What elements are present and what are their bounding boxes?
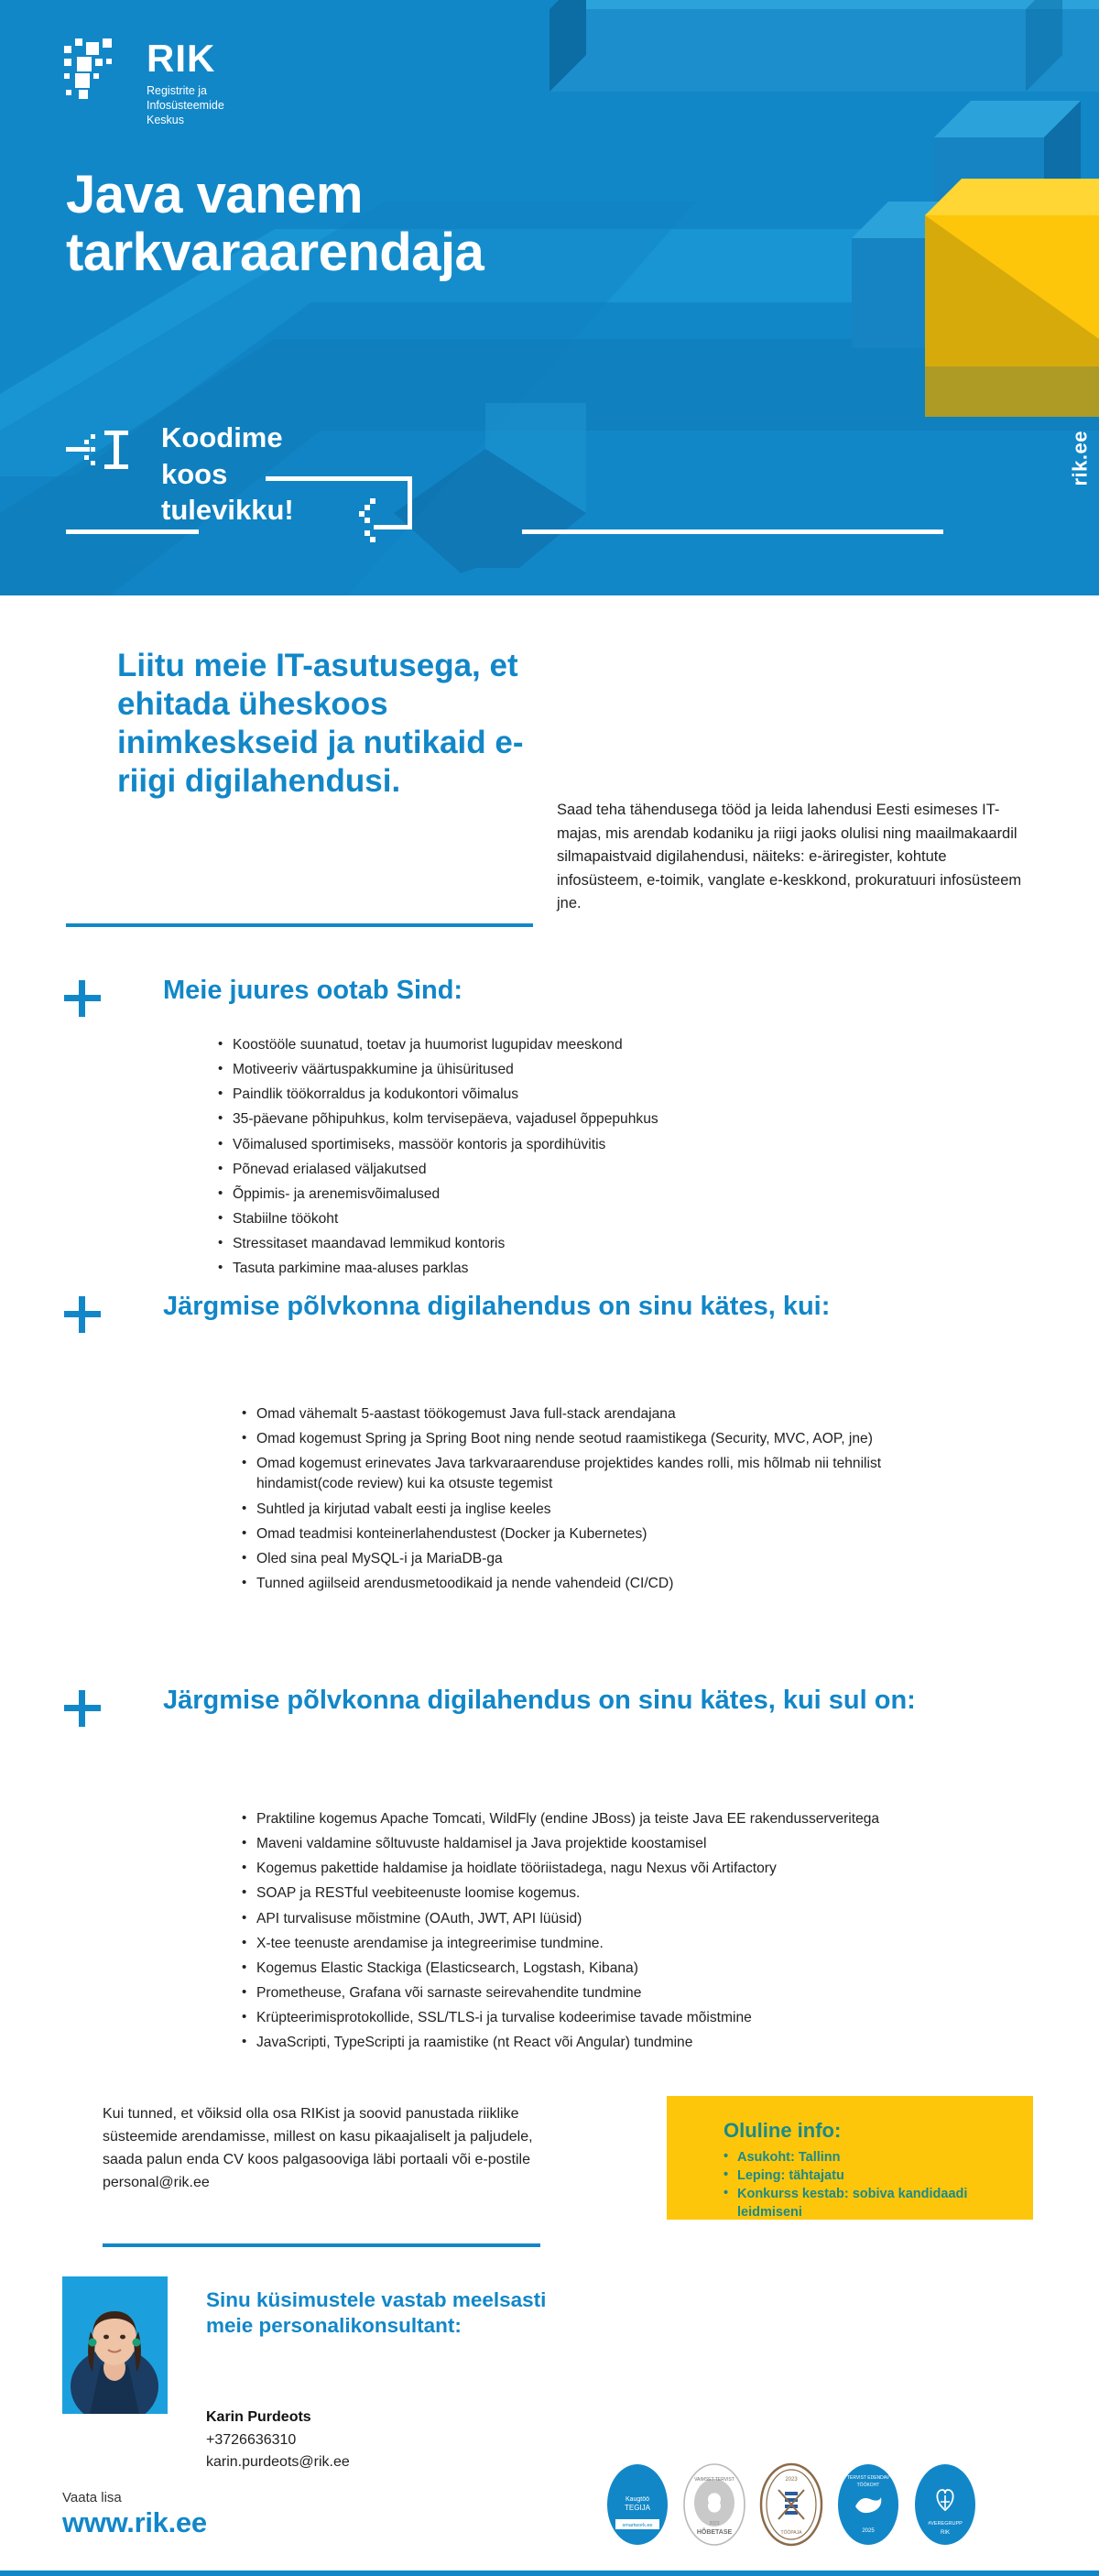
plus-icon bbox=[64, 980, 101, 1017]
svg-text:#VEREGRUPP: #VEREGRUPP bbox=[928, 2521, 963, 2527]
list-item: • Konkurss kestab: sobiva kandidaadi leidmiseni bbox=[724, 2185, 1033, 2221]
arrow-to-bar-icon bbox=[66, 425, 137, 480]
plus-icon bbox=[64, 1296, 101, 1333]
svg-text:2023: 2023 bbox=[785, 2477, 798, 2483]
list-item: • Krüpteerimisprotokollide, SSL/TLS-i ja turvalise kodeerimise tavade mõistmine bbox=[240, 2008, 973, 2028]
list-item: • Põnevad erialased väljakutsed bbox=[216, 1160, 912, 1180]
tagline-block bbox=[66, 420, 294, 529]
list-item: • Stressitaset maandavad lemmikud kontoris bbox=[216, 1234, 912, 1254]
important-info-box bbox=[667, 2096, 1033, 2220]
list-item: • Kogemus pakettide haldamise ja hoidlate tööriistadega, nagu Nexus või Artifactory bbox=[240, 1859, 973, 1879]
list-item: • Omad teadmisi konteinerlahendustest (Docker ja Kubernetes) bbox=[240, 1524, 954, 1545]
intro-divider bbox=[66, 923, 533, 927]
list-item: • Motiveeriv väärtuspakkumine ja ühisüritused bbox=[216, 1060, 912, 1080]
site-url-vertical[interactable]: rik.ee bbox=[1068, 431, 1091, 486]
list-item: • Asukoht: Tallinn bbox=[724, 2148, 1033, 2167]
badge-mental-health-icon bbox=[681, 2462, 747, 2547]
svg-text:TÖÖPAJA: TÖÖPAJA bbox=[780, 2530, 802, 2536]
badge-health-promoting-icon bbox=[835, 2462, 901, 2547]
section-title-requirements: Järgmise põlvkonna digilahendus on sinu kätes, kui: bbox=[163, 1292, 831, 1321]
section-title-benefits: Meie juures ootab Sind: bbox=[163, 976, 463, 1005]
svg-text:TERVIST EDENDAV: TERVIST EDENDAV bbox=[846, 2475, 890, 2481]
list-item: • Tasuta parkimine maa-aluses parklas bbox=[216, 1259, 912, 1279]
list-item: • API turvalisuse mõistmine (OAuth, JWT, API lüüsid) bbox=[240, 1909, 973, 1929]
plus-icon bbox=[64, 1690, 101, 1727]
list-item: • Tunned agiilseid arendusmetoodikaid ja nende vahendeid (CI/CD) bbox=[240, 1574, 954, 1594]
tagline-text bbox=[161, 420, 294, 529]
svg-text:VAIMSET TERVIST: VAIMSET TERVIST bbox=[694, 2477, 734, 2483]
bottom-accent-bar bbox=[0, 2571, 1099, 2576]
list-item: • X-tee teenuste arendamise ja integreerimise tundmine. bbox=[240, 1934, 973, 1954]
job-title-line1: Java vanem bbox=[66, 165, 363, 224]
list-item: • SOAP ja RESTful veebiteenuste loomise kogemus. bbox=[240, 1883, 973, 1904]
list-item: • Prometheuse, Grafana või sarnaste seirevahendite tundmine bbox=[240, 1983, 973, 2003]
job-title-line2: tarkvaraarendaja bbox=[66, 222, 484, 282]
list-item: • JavaScripti, TypeScripti ja raamistike (nt React või Angular) tundmine bbox=[240, 2033, 973, 2053]
badge-smartwork-icon bbox=[604, 2462, 670, 2547]
hero-banner bbox=[0, 0, 1099, 595]
list-item: • Koostööle suunatud, toetav ja huumorist lugupidav meeskond bbox=[216, 1035, 912, 1055]
list-item: • Praktiline kogemus Apache Tomcati, WildFly (endine JBoss) ja teiste Java EE rakendusserveritega bbox=[240, 1809, 973, 1829]
svg-text:2025: 2025 bbox=[862, 2528, 875, 2534]
contact-name: Karin Purdeots bbox=[206, 2409, 311, 2425]
intro-heading: Liitu meie IT-asutusega, et ehitada üheskoos inimkeskseid ja nutikaid e-riigi digilahendusi. bbox=[117, 648, 524, 799]
list-item: • Maveni valdamine sõltuvuste haldamisel ja Java projektide koostamisel bbox=[240, 1834, 973, 1854]
badge-veregrupp-icon bbox=[912, 2462, 978, 2547]
svg-text:smartwork.ee: smartwork.ee bbox=[622, 2523, 653, 2528]
contact-heading: Sinu küsimustele vastab meelsasti meie personalikonsultant: bbox=[206, 2288, 547, 2338]
svg-text:HÕBETASE: HÕBETASE bbox=[696, 2529, 733, 2536]
person-portrait-image bbox=[62, 2276, 168, 2414]
logo-subtitle-line1: Registrite ja bbox=[147, 83, 207, 97]
svg-text:TEGIJA: TEGIJA bbox=[624, 2504, 651, 2512]
list-item: • Kogemus Elastic Stackiga (Elasticsearch, Logstash, Kibana) bbox=[240, 1959, 973, 1979]
list-item: • Omad kogemust Spring ja Spring Boot ning nende seotud raamistikega (Security, MVC, AOP, jne) bbox=[240, 1429, 954, 1449]
list-item: • Paindlik töökorraldus ja kodukontori võimalus bbox=[216, 1085, 912, 1105]
list-item: • Suhtled ja kirjutad vabalt eesti ja inglise keeles bbox=[240, 1500, 954, 1520]
tagline-line1: Koodime bbox=[161, 421, 283, 453]
list-item: • Õppimis- ja arenemisvõimalused bbox=[216, 1184, 912, 1205]
logo-subtitle-line3: Keskus bbox=[147, 113, 184, 126]
logo-subtitle bbox=[147, 83, 224, 127]
benefits-list bbox=[216, 1035, 912, 1283]
list-item: • Leping: tähtajatu bbox=[724, 2167, 1033, 2185]
tagline-line2: koos bbox=[161, 457, 228, 490]
footer-see-more-label: Vaata lisa bbox=[62, 2490, 122, 2505]
logo-title: RIK bbox=[147, 37, 216, 80]
svg-text:RIK: RIK bbox=[940, 2530, 951, 2536]
tagline-rule-left bbox=[66, 529, 199, 534]
info-box-title: Oluline info: bbox=[724, 2119, 842, 2142]
footer-website-link[interactable]: www.rik.ee bbox=[62, 2506, 207, 2538]
rik-logo bbox=[64, 38, 224, 127]
logo-subtitle-line2: Infosüsteemide bbox=[147, 98, 224, 112]
list-item: • Võimalused sportimiseks, massöör kontoris ja spordihüvitis bbox=[216, 1135, 912, 1155]
list-item: • 35-päevane põhipuhkus, kolm tervisepäeva, vajadusel õppepuhkus bbox=[216, 1109, 912, 1130]
award-badges bbox=[604, 2462, 978, 2547]
tagline-line3: tulevikku! bbox=[161, 494, 294, 527]
list-item: • Stabiilne töökoht bbox=[216, 1209, 912, 1229]
info-box-list bbox=[724, 2148, 1033, 2221]
intro-paragraph: Saad teha tähendusega tööd ja leida lahendusi Eesti esimeses IT-majas, mis arendab kodaniku ja riigi jaoks olulisi ning maailmakaardil silmapaistvaid digilahendusi, näiteks: e-äriregister, kohtute infosüsteem, e-toimik, vanglate e-keskkond, prokuratuuri infosüsteem jne. bbox=[557, 802, 1022, 912]
nice-to-have-list bbox=[240, 1809, 973, 2058]
section-title-nice-to-have: Järgmise põlvkonna digilahendus on sinu kätes, kui sul on: bbox=[163, 1686, 916, 1715]
svg-text:TÖÖKOHT: TÖÖKOHT bbox=[856, 2483, 880, 2488]
job-title bbox=[66, 167, 484, 281]
list-item: • Omad kogemust erinevates Java tarkvaraarenduse projektides kandes rolli, mis hõlmab nii tehnilist hindamist(code review) kui ka otsuste tegemist bbox=[240, 1454, 954, 1494]
badge-employer-icon bbox=[758, 2462, 824, 2547]
svg-text:Kaugtöö: Kaugtöö bbox=[625, 2496, 650, 2503]
svg-text:2023: 2023 bbox=[709, 2521, 720, 2527]
list-item: • Omad vähemalt 5-aastast töökogemust Java full-stack arendajana bbox=[240, 1404, 954, 1424]
rik-logo-mark-icon bbox=[64, 38, 132, 104]
contact-phone[interactable]: +3726636310 bbox=[206, 2432, 297, 2448]
closing-divider bbox=[103, 2243, 540, 2247]
requirements-list bbox=[240, 1404, 954, 1599]
tagline-rule-right bbox=[522, 529, 943, 534]
contact-photo bbox=[62, 2276, 168, 2414]
list-item: • Oled sina peal MySQL-i ja MariaDB-ga bbox=[240, 1549, 954, 1569]
closing-paragraph: Kui tunned, et võiksid olla osa RIKist ja soovid panustada riiklike süsteemide arendamisse, millest on kasu pikaajaliselt ja paljudele, saada palun enda CV koos palgasooviga läbi portaali või e-postile personal@rik.ee bbox=[103, 2106, 533, 2190]
contact-email[interactable]: karin.purdeots@rik.ee bbox=[206, 2454, 350, 2470]
